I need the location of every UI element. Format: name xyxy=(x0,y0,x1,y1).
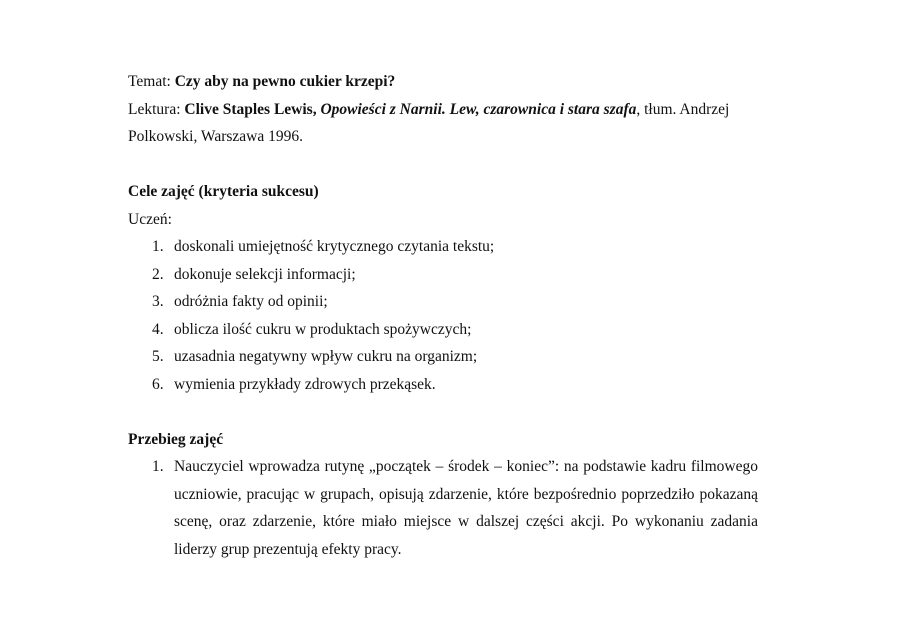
list-item xyxy=(128,453,758,563)
list-item xyxy=(128,316,758,344)
topic-value: Czy aby na pewno cukier krzepi? xyxy=(174,73,396,90)
list-item-number: 4. xyxy=(152,320,164,338)
list-item-number: 3. xyxy=(152,293,164,310)
list-item-text: Nauczyciel wprowadza rutynę „początek – środek – koniec”: na podstawie kadru filmowego uczniowie, pracując w grupach, opisują zdarzenie, które bezpośrednio poprzedziło pokazaną scenę, oraz zdarzenie, które miało miejsce w dalszej części akcji. Po wykonaniu zadania liderzy grup prezentują efekty pracy. xyxy=(174,458,758,558)
list-item-text: dokonuje selekcji informacji; xyxy=(174,265,356,283)
course-heading: Przebieg zajęć xyxy=(128,430,224,448)
spacer xyxy=(128,398,758,426)
topic-line xyxy=(128,68,758,96)
list-item-number: 1. xyxy=(152,458,164,475)
reading-line-continued xyxy=(128,123,758,151)
list-item xyxy=(128,233,758,261)
reading-title: Opowieści z Narnii. Lew, czarownica i stara szafa xyxy=(320,100,637,118)
reading-line xyxy=(128,96,758,124)
reading-author: Clive Staples Lewis, xyxy=(184,100,321,118)
list-item xyxy=(128,343,758,371)
reading-details: , tłum. Andrzej xyxy=(636,100,730,118)
reading-label: Lektura: xyxy=(128,100,185,118)
goals-subject: Uczeń: xyxy=(128,210,172,228)
spacer xyxy=(128,151,758,179)
reading-details-continued: Polkowski, Warszawa 1996. xyxy=(128,128,303,145)
list-item xyxy=(128,371,758,399)
list-item xyxy=(128,261,758,289)
list-item-number: 1. xyxy=(152,238,164,255)
list-item-text: odróżnia fakty od opinii; xyxy=(174,293,328,310)
list-item-number: 5. xyxy=(152,348,164,365)
course-steps-list xyxy=(128,453,758,563)
goals-heading: Cele zajęć (kryteria sukcesu) xyxy=(128,183,319,200)
list-item-number: 2. xyxy=(152,265,164,283)
list-item-number: 6. xyxy=(152,375,164,393)
topic-label: Temat: xyxy=(128,73,175,90)
list-item-text: doskonali umiejętność krytycznego czytania tekstu; xyxy=(174,238,495,255)
list-item-text: wymienia przykłady zdrowych przekąsek. xyxy=(174,375,436,393)
document-page xyxy=(128,68,758,563)
list-item-text: oblicza ilość cukru w produktach spożywczych; xyxy=(174,320,472,338)
goals-list xyxy=(128,233,758,398)
list-item xyxy=(128,288,758,316)
list-item-text: uzasadnia negatywny wpływ cukru na organizm; xyxy=(174,348,478,365)
